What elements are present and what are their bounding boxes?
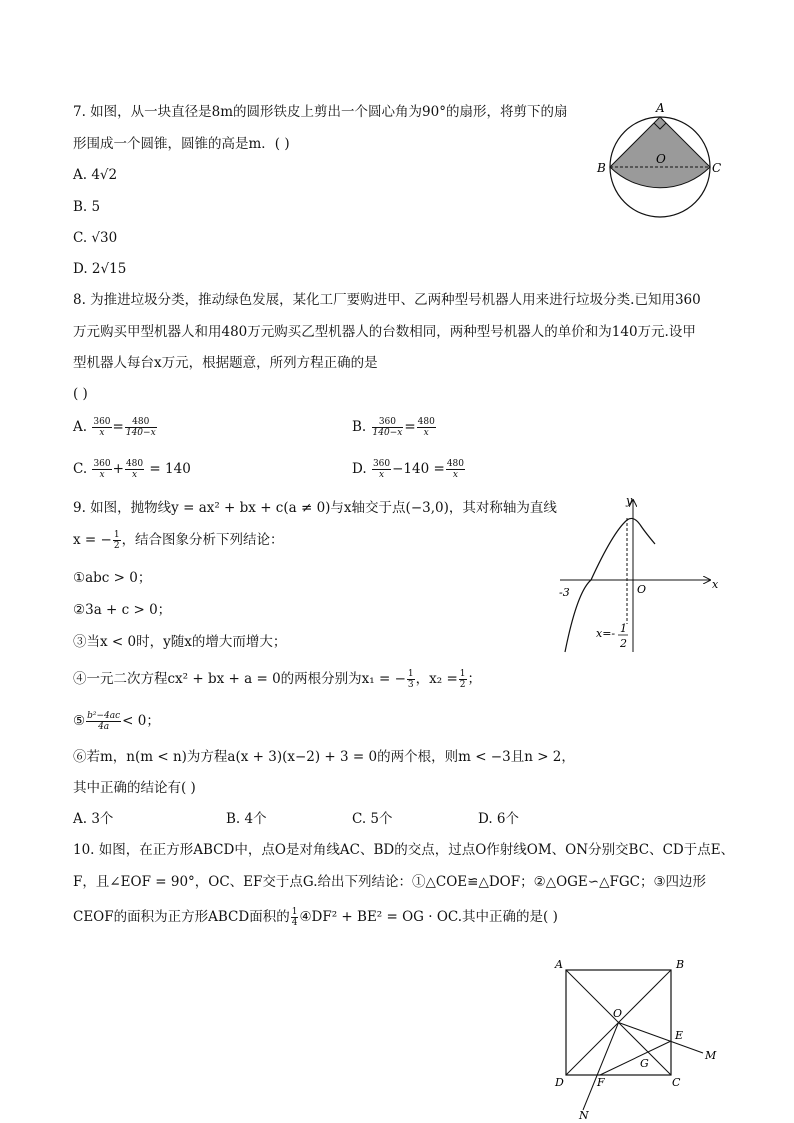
q10-label-o: O — [613, 1007, 623, 1020]
q8-line1: 8. 为推进垃圾分类，推动绿色发展，某化工厂要购进甲、乙两种型号机器人用来进行垃圾分类.已知用360 — [73, 292, 701, 308]
q8-option-d — [352, 459, 466, 480]
q8-option-b-frac2: $\frac{480}{x}$ — [417, 417, 435, 438]
q10-line2: F，且∠EOF = 90°，OC、EF交于点G.给出下列结论：①△COE≌△DOF；②△OGE∽△FGC；③四边形 — [73, 874, 707, 890]
q10-label-g: G — [640, 1057, 649, 1070]
q10-label-a: A — [555, 958, 563, 971]
q9-s4-frac1: $\frac{1}{3}$ — [407, 669, 414, 690]
q9-option-d: D. 6个 — [478, 811, 520, 827]
q10-label-m: M — [705, 1049, 717, 1062]
q8-option-b-op: = — [404, 419, 416, 435]
q10-line3: CEOF的面积为正方形ABCD面积的 $\frac{1}{4}$ ④DF² + BE² = OG · OC.其中正确的是( ) — [73, 907, 558, 928]
q9-option-c: C. 5个 — [352, 811, 393, 827]
q8-option-b-label: B. — [352, 419, 367, 435]
q7-option-d: D. 2√15 — [73, 261, 127, 277]
q10-label-b: B — [676, 958, 685, 971]
q8-line2: 万元购买甲型机器人和用480万元购买乙型机器人的台数相同，两种型号机器人的单价和为140万元.设甲 — [73, 324, 696, 340]
q10-line1: 10. 如图，在正方形ABCD中，点O是对角线AC、BD的交点，过点O作射线OM、ON分别交BC、CD于点E、 — [73, 842, 735, 858]
q9-statement-3: ③当x < 0时，y随x的增大而增大； — [73, 634, 287, 650]
q10-ray-om — [619, 1023, 704, 1054]
q10-label-c: C — [672, 1076, 681, 1089]
q10-label-d: D — [555, 1076, 564, 1089]
q9-label-y: y — [626, 494, 633, 507]
q7-line1: 7. 如图，从一块直径是8m的圆形铁皮上剪出一个圆心角为90°的扇形，将剪下的扇 — [73, 104, 568, 120]
q8-option-d-frac2: $\frac{480}{x}$ — [446, 459, 464, 480]
q9-line1: 9. 如图，抛物线y = ax² + bx + c(a ≠ 0)与x轴交于点(−3,0)，其对称轴为直线 — [73, 500, 557, 516]
q10-label-f: F — [597, 1076, 605, 1089]
q7-label-o: O — [656, 152, 666, 166]
q7-line2: 形围成一个圆锥，圆锥的高是m．( ) — [73, 136, 290, 152]
q8-option-c-label: C. — [73, 461, 88, 477]
q8-option-b-frac1: $\frac{360}{140-x}$ — [372, 417, 403, 438]
q9-s4-frac2: $\frac{1}{2}$ — [459, 669, 466, 690]
q10-label-n: N — [579, 1109, 589, 1122]
q10-segment-ef — [600, 1041, 671, 1075]
q8-option-c-frac1: $\frac{360}{x}$ — [93, 459, 111, 480]
q9-axis-label-num: 1 — [620, 622, 627, 635]
q10-square-figure — [548, 955, 728, 1123]
q8-option-b — [352, 417, 437, 438]
q7-label-a: A — [656, 101, 665, 115]
q8-option-a-frac1: $\frac{360}{x}$ — [93, 417, 111, 438]
q7-label-c: C — [712, 161, 722, 175]
q8-option-c — [73, 459, 191, 480]
q7-label-b: B — [597, 161, 606, 175]
q8-option-d-label: D. — [352, 461, 367, 477]
q9-axis-label-den: 2 — [620, 637, 627, 650]
q9-label-minus3: -3 — [559, 586, 570, 599]
q7-option-a: A. 4√2 — [73, 167, 118, 183]
q7-circle-figure — [590, 98, 730, 223]
q8-option-c-tail: = 140 — [149, 461, 191, 477]
q9-option-b: B. 4个 — [226, 811, 267, 827]
q9-s5-frac: $\frac{\text{b²−4ac}}{4a}$ — [87, 711, 121, 732]
q9-line2-frac: $\frac{1}{2}$ — [113, 530, 120, 551]
q8-option-c-op: + — [112, 461, 124, 477]
q9-statement-6: ⑥若m，n(m < n)为方程a(x + 3)(x−2) + 3 = 0的两个根，则m < −3且n > 2， — [73, 749, 575, 765]
q8-option-a-frac2: $\frac{480}{140-x}$ — [125, 417, 156, 438]
q9-axis-label: x=- — [596, 627, 616, 640]
q7-option-c: C. √30 — [73, 230, 118, 246]
q8-paren: ( ) — [73, 386, 88, 402]
q9-statement-1: ①abc > 0； — [73, 570, 152, 586]
q9-statement-7: 其中正确的结论有( ) — [73, 780, 196, 796]
q8-option-d-op: −140 = — [392, 461, 445, 477]
q9-statement-4: ④一元二次方程cx² + bx + a = 0的两根分别为x₁ = − $\frac{1}{3}$ ，x₂ = $\frac{1}{2}$ ； — [73, 669, 482, 690]
q8-option-d-frac1: $\frac{360}{x}$ — [372, 459, 391, 480]
q8-option-a-label: A. — [73, 419, 88, 435]
q9-statement-5: ⑤ $\frac{\text{b²−4ac}}{4a}$ < 0； — [73, 711, 160, 732]
q8-option-a — [73, 417, 158, 438]
q9-option-a: A. 3个 — [73, 811, 114, 827]
q9-line2: x = − $\frac{1}{2}$ ，结合图象分析下列结论： — [73, 530, 284, 551]
q10-ray-on — [583, 1023, 619, 1111]
q9-label-o: O — [637, 583, 647, 596]
q10-line3-frac: $\frac{1}{4}$ — [291, 907, 298, 928]
q8-option-a-op: = — [112, 419, 124, 435]
q9-parabola-figure — [555, 492, 730, 657]
q8-line3: 型机器人每台x万元，根据题意，所列方程正确的是 — [73, 355, 378, 371]
q10-label-e: E — [675, 1029, 684, 1042]
q9-statement-2: ②3a + c > 0； — [73, 602, 172, 618]
q9-label-x: x — [712, 578, 719, 591]
q7-option-b: B. 5 — [73, 199, 101, 215]
q8-option-c-frac2: $\frac{480}{x}$ — [125, 459, 144, 480]
